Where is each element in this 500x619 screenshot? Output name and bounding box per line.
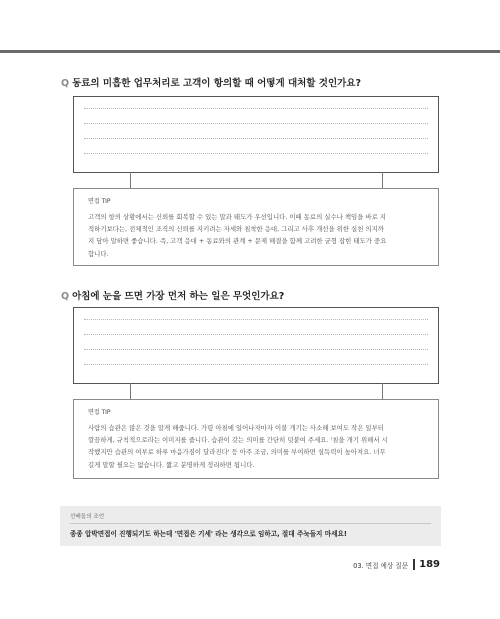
question-1 [61,75,361,89]
tip-label: 면접 TIP [88,409,111,416]
answer-line [84,349,428,350]
senior-advice-box [60,506,441,546]
tip-label: 면접 TIP [88,198,111,205]
tip-line: 길게 말할 필요는 없습니다. 짧고 분명하게 정리하면 됩니다. [88,460,255,469]
tip-text [88,422,426,471]
tip-box-2 [73,399,439,479]
answer-line [84,319,428,320]
answer-box-1[interactable] [73,96,439,173]
answer-line [84,138,428,139]
answer-line [84,123,428,124]
answer-line [84,364,428,365]
answer-line [84,108,428,109]
tip-line: 작했지만 습관의 여부로 하루 마음가짐이 달라진다' 등 아주 조금, 의미를 부여하면 설득력이 높아져요. 너무 [88,448,386,457]
connector-line [130,172,131,189]
question-marker: Q [61,78,70,89]
connector-line [382,172,383,189]
connector-line [382,383,383,400]
tip-line: 사람의 습관은 많은 것을 알게 해줍니다. 가령 아침에 일어나자마자 이불 개기는 사소해 보여도 작은 일부터 [88,424,384,432]
question-text: 아침에 눈을 뜨면 가장 먼저 하는 일은 무엇인가요? [72,291,285,302]
tip-line: 고객의 항의 상황에서는 신뢰를 회복할 수 있는 말과 태도가 우선입니다. 이때 동료의 실수나 책임을 바로 지 [88,213,386,221]
footer-section-title: 03. 면접 예상 질문 [353,561,409,570]
tip-line: 적하기보다는, 전체적인 조직의 신뢰를 지키려는 자세와 침착한 응대, 그리고 사후 개선을 위한 실천 의지까 [88,225,384,234]
tip-box-1 [73,188,439,266]
tip-line: 지 담아 말하면 좋습니다. 즉, 고객 응대 + 동료와의 관계 + 문제 해결을 함께 고려한 균형 잡힌 태도가 중요 [88,237,387,246]
tip-text [88,211,426,260]
tip-line: 깔끔하게, 규칙적으로라는 이미지를 줍니다. 습관이 갖는 의미를 간단히 덧붙여 주세요. '침을 개기 위해서 시 [88,436,388,445]
page-footer [353,559,440,570]
connector-line [130,383,131,400]
answer-box-2[interactable] [73,307,439,384]
senior-advice-text: 종종 압박면접이 진행되기도 하는데 '면접은 기세' 라는 생각으로 임하고, 절대 주눅들지 마세요! [70,530,347,538]
tip-line: 합니다. [88,249,109,258]
question-marker: Q [61,291,70,302]
question-text: 동료의 미흡한 업무처리로 고객이 항의할 때 어떻게 대처할 것인가요? [72,78,362,89]
top-rule [0,50,500,53]
page-number: 189 [419,559,440,570]
answer-line [84,153,428,154]
answer-line [84,334,428,335]
footer-divider [413,559,415,570]
senior-advice-label: 선배들의 조언 [70,512,431,524]
question-2 [61,288,284,302]
